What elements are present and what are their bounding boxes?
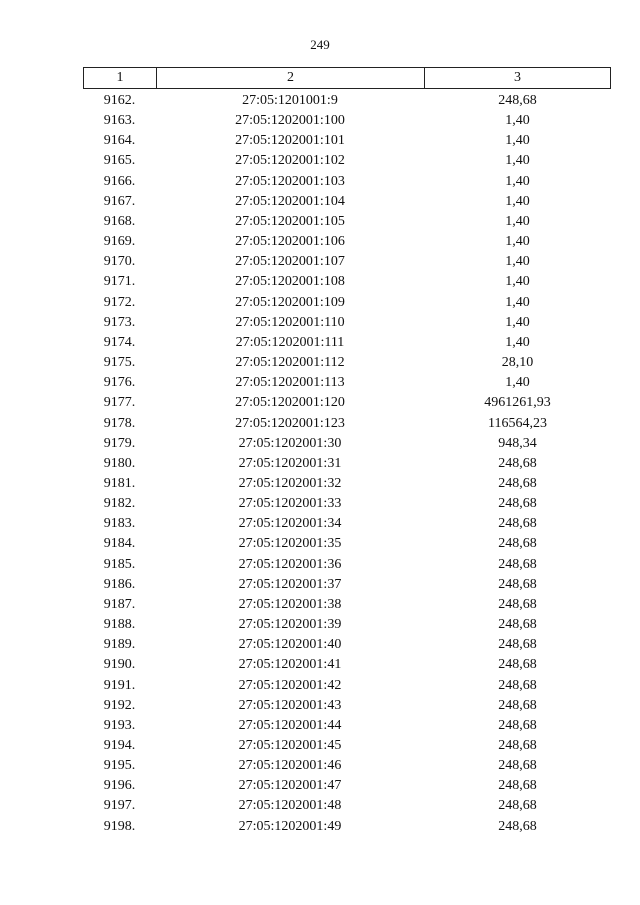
cadastral-number: 27:05:1202001:48 (238, 798, 342, 814)
table-row (83, 655, 611, 675)
value-cell: 1,40 (505, 153, 530, 169)
table-row (83, 91, 611, 111)
cadastral-number: 27:05:1202001:47 (238, 778, 342, 794)
table-row (83, 434, 611, 454)
table-row (83, 192, 611, 212)
cadastral-number: 27:05:1202001:101 (235, 133, 345, 149)
value-cell: 248,68 (498, 576, 537, 592)
table-row (83, 353, 611, 373)
table-row (83, 393, 611, 413)
row-number: 9165. (103, 153, 136, 169)
table-row (83, 172, 611, 192)
table-body (83, 91, 611, 837)
value-cell: 248,68 (498, 93, 537, 108)
cadastral-number: 27:05:1202001:120 (235, 395, 345, 411)
cadastral-number: 27:05:1202001:30 (238, 435, 342, 451)
cadastral-number: 27:05:1202001:106 (235, 234, 345, 250)
row-number: 9176. (103, 375, 136, 391)
cadastral-number: 27:05:1202001:109 (235, 294, 345, 310)
table-row (83, 796, 611, 816)
row-number: 9169. (103, 234, 136, 250)
table-row (83, 212, 611, 232)
table-row (83, 676, 611, 696)
row-number: 9177. (103, 395, 136, 411)
table-row (83, 373, 611, 393)
value-cell: 1,40 (505, 213, 530, 229)
cadastral-number: 27:05:1202001:110 (235, 314, 345, 330)
cadastral-number: 27:05:1202001:31 (238, 455, 342, 471)
row-number: 9192. (103, 697, 136, 713)
row-number: 9162. (103, 93, 136, 108)
cadastral-number: 27:05:1202001:33 (238, 496, 342, 512)
cadastral-number: 27:05:1202001:42 (238, 677, 342, 693)
row-number: 9172. (103, 294, 136, 310)
cadastral-number: 27:05:1202001:102 (235, 153, 345, 169)
row-number: 9178. (103, 415, 136, 431)
value-cell: 248,68 (498, 455, 537, 471)
value-cell: 1,40 (505, 375, 530, 391)
row-number: 9196. (103, 778, 136, 794)
value-cell: 248,68 (498, 677, 537, 693)
value-cell: 1,40 (505, 234, 530, 250)
cadastral-number: 27:05:1202001:44 (238, 717, 342, 733)
table-row (83, 756, 611, 776)
value-cell: 1,40 (505, 334, 530, 350)
value-cell: 248,68 (498, 657, 537, 673)
value-cell: 248,68 (498, 596, 537, 612)
cadastral-number: 27:05:1201001:9 (242, 93, 338, 108)
value-cell: 1,40 (505, 314, 530, 330)
table-row (83, 131, 611, 151)
value-cell: 4961261,93 (484, 395, 551, 411)
row-number: 9164. (103, 133, 136, 149)
row-number: 9175. (103, 355, 136, 371)
cadastral-number: 27:05:1202001:108 (235, 274, 345, 290)
cadastral-number: 27:05:1202001:36 (238, 556, 342, 572)
value-cell: 248,68 (498, 778, 537, 794)
value-cell: 28,10 (501, 355, 534, 371)
value-cell: 248,68 (498, 697, 537, 713)
cadastral-number: 27:05:1202001:123 (235, 415, 345, 431)
cadastral-number: 27:05:1202001:49 (238, 818, 342, 834)
cadastral-number: 27:05:1202001:34 (238, 516, 342, 532)
cadastral-number: 27:05:1202001:40 (238, 637, 342, 653)
table-row (83, 232, 611, 252)
row-number: 9183. (103, 516, 136, 532)
cadastral-number: 27:05:1202001:32 (238, 475, 342, 491)
value-cell: 248,68 (498, 496, 537, 512)
row-number: 9167. (103, 193, 136, 209)
row-number: 9197. (103, 798, 136, 814)
row-number: 9163. (103, 113, 136, 129)
table-row (83, 555, 611, 575)
table-row (83, 333, 611, 353)
cadastral-number: 27:05:1202001:41 (238, 657, 342, 673)
row-number: 9173. (103, 314, 136, 330)
table-row (83, 595, 611, 615)
value-cell: 248,68 (498, 475, 537, 491)
row-number: 9193. (103, 717, 136, 733)
table-row (83, 514, 611, 534)
table-row (83, 151, 611, 171)
table-row (83, 575, 611, 595)
row-number: 9198. (103, 818, 136, 834)
header-cell-2: 2 (157, 68, 425, 88)
value-cell: 1,40 (505, 274, 530, 290)
table-row (83, 494, 611, 514)
cadastral-number: 27:05:1202001:111 (235, 334, 345, 350)
cadastral-number: 27:05:1202001:103 (235, 173, 345, 189)
value-cell: 1,40 (505, 173, 530, 189)
value-cell: 1,40 (505, 254, 530, 270)
value-cell: 1,40 (505, 133, 530, 149)
row-number: 9166. (103, 173, 136, 189)
cadastral-number: 27:05:1202001:37 (238, 576, 342, 592)
row-number: 9174. (103, 334, 136, 350)
row-number: 9180. (103, 455, 136, 471)
cadastral-number: 27:05:1202001:46 (238, 758, 342, 774)
table-row (83, 696, 611, 716)
cadastral-number: 27:05:1202001:112 (235, 355, 345, 371)
value-cell: 1,40 (505, 193, 530, 209)
table-row (83, 817, 611, 837)
row-number: 9182. (103, 496, 136, 512)
table-row (83, 474, 611, 494)
value-cell: 248,68 (498, 516, 537, 532)
cadastral-number: 27:05:1202001:113 (235, 375, 345, 391)
table-row (83, 111, 611, 131)
row-number: 9194. (103, 738, 136, 753)
row-number: 9188. (103, 617, 136, 633)
table-row (83, 293, 611, 313)
table-row (83, 534, 611, 554)
page-number: 249 (310, 37, 330, 52)
cadastral-number: 27:05:1202001:45 (238, 738, 342, 753)
table-row (83, 776, 611, 796)
row-number: 9191. (103, 677, 136, 693)
table-row (83, 716, 611, 736)
cadastral-number: 27:05:1202001:39 (238, 617, 342, 633)
value-cell: 248,68 (498, 717, 537, 733)
row-number: 9181. (103, 475, 136, 491)
table-row (83, 313, 611, 333)
cadastral-number: 27:05:1202001:100 (235, 113, 345, 129)
header-cell-3: 3 (514, 70, 521, 85)
row-number: 9168. (103, 213, 136, 229)
table-row (83, 615, 611, 635)
table-header (83, 67, 611, 89)
row-number: 9184. (103, 536, 136, 552)
table-row (83, 736, 611, 756)
table-row (83, 252, 611, 272)
row-number: 9186. (103, 576, 136, 592)
table-row (83, 414, 611, 434)
value-cell: 248,68 (498, 758, 537, 774)
table-row (83, 454, 611, 474)
value-cell: 116564,23 (488, 415, 547, 431)
cadastral-number: 27:05:1202001:35 (238, 536, 342, 552)
row-number: 9179. (103, 435, 136, 451)
value-cell: 248,68 (498, 798, 537, 814)
row-number: 9189. (103, 637, 136, 653)
header-cell-1: 1 (84, 68, 157, 88)
value-cell: 248,68 (498, 556, 537, 572)
row-number: 9187. (103, 596, 136, 612)
cadastral-number: 27:05:1202001:104 (235, 193, 345, 209)
value-cell: 248,68 (498, 617, 537, 633)
table-row (83, 272, 611, 292)
table-row (83, 635, 611, 655)
row-number: 9170. (103, 254, 136, 270)
value-cell: 1,40 (505, 113, 530, 129)
value-cell: 248,68 (498, 818, 537, 834)
value-cell: 248,68 (498, 536, 537, 552)
row-number: 9185. (103, 556, 136, 572)
cadastral-number: 27:05:1202001:105 (235, 213, 345, 229)
value-cell: 948,34 (498, 435, 537, 451)
cadastral-number: 27:05:1202001:107 (235, 254, 345, 270)
row-number: 9195. (103, 758, 136, 774)
value-cell: 1,40 (505, 294, 530, 310)
cadastral-number: 27:05:1202001:38 (238, 596, 342, 612)
row-number: 9190. (103, 657, 136, 673)
value-cell: 248,68 (498, 738, 537, 753)
cadastral-number: 27:05:1202001:43 (238, 697, 342, 713)
value-cell: 248,68 (498, 637, 537, 653)
row-number: 9171. (103, 274, 136, 290)
